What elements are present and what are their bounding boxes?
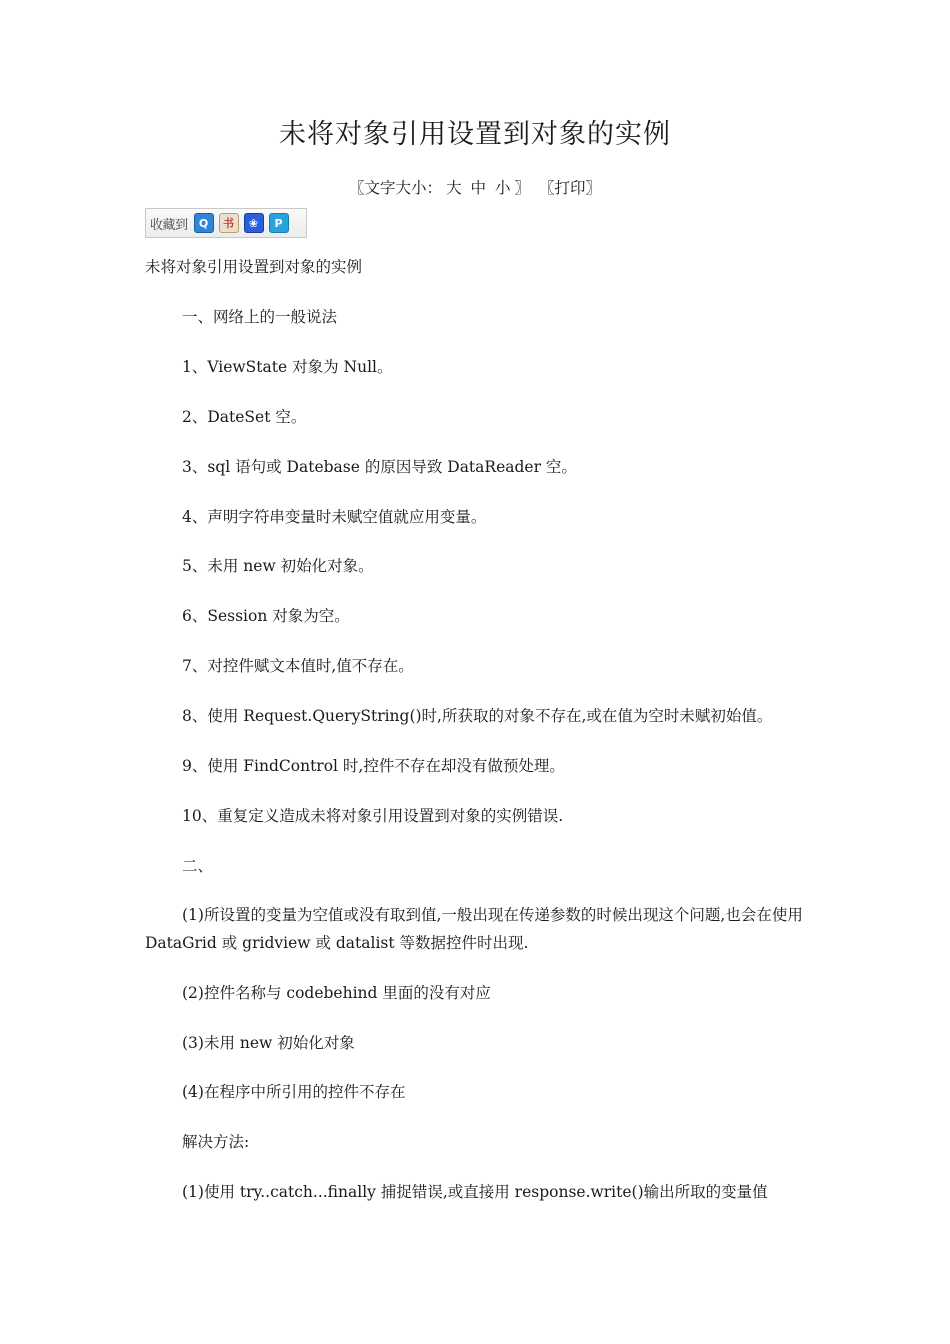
font-size-bar — [0, 176, 950, 198]
list-item: 6、Session 对象为空。 — [182, 607, 350, 625]
list-item: (3)未用 new 初始化对象 — [182, 1034, 355, 1052]
section-heading-1: 一、网络上的一般说法 — [182, 308, 338, 326]
solution-heading: 解决方法: — [182, 1133, 250, 1151]
print-link[interactable]: 〖打印〗 — [538, 179, 601, 197]
list-item: (1)使用 try..catch...finally 捕捉错误,或直接用 response.write()输出所取的变量值 — [182, 1183, 768, 1201]
bookmark-label: 收藏到 — [150, 217, 188, 233]
list-item: (4)在程序中所引用的控件不存在 — [182, 1083, 406, 1101]
font-size-large-link[interactable]: 大 — [446, 179, 462, 197]
list-item: 10、重复定义造成未将对象引用设置到对象的实例错误. — [182, 807, 564, 825]
bookmark-icon[interactable]: 书 — [219, 213, 239, 233]
list-item: 8、使用 Request.QueryString()时,所获取的对象不存在,或在值为空时未赋初始值。 — [182, 707, 773, 725]
page-title: 未将对象引用设置到对象的实例 — [279, 119, 671, 150]
list-item: 7、对控件赋文本值时,值不存在。 — [182, 657, 414, 675]
list-item: 2、DateSet 空。 — [182, 408, 307, 426]
qzone-icon[interactable]: Q — [194, 213, 214, 233]
baidu-paw-icon[interactable]: ❀ — [244, 213, 264, 233]
p-icon[interactable]: P — [269, 213, 289, 233]
font-size-close: 〗 — [514, 179, 530, 197]
list-item: 5、未用 new 初始化对象。 — [182, 557, 374, 575]
list-item: (2)控件名称与 codebehind 里面的没有对应 — [182, 984, 491, 1002]
font-size-small-link[interactable]: 小 — [494, 179, 511, 197]
intro-paragraph: 未将对象引用设置到对象的实例 — [145, 258, 363, 276]
font-size-label: 〖文字大小： — [349, 179, 443, 197]
section-heading-2: 二、 — [182, 857, 214, 875]
paragraph-wrapped: (1)所设置的变量为空值或没有取到值,一般出现在传递参数的时候出现这个问题,也会在使用 DataGrid 或 gridview 或 datalist 等数据控件时出现. — [145, 906, 803, 952]
font-size-medium-link[interactable]: 中 — [470, 179, 487, 197]
list-item: 1、ViewState 对象为 Null。 — [182, 358, 393, 376]
list-item: 3、sql 语句或 Datebase 的原因导致 DataReader 空。 — [182, 458, 577, 476]
list-item: 9、使用 FindControl 时,控件不存在却没有做预处理。 — [182, 757, 565, 775]
bookmark-toolbar — [145, 208, 307, 238]
list-item: 4、声明字符串变量时未赋空值就应用变量。 — [182, 508, 487, 526]
